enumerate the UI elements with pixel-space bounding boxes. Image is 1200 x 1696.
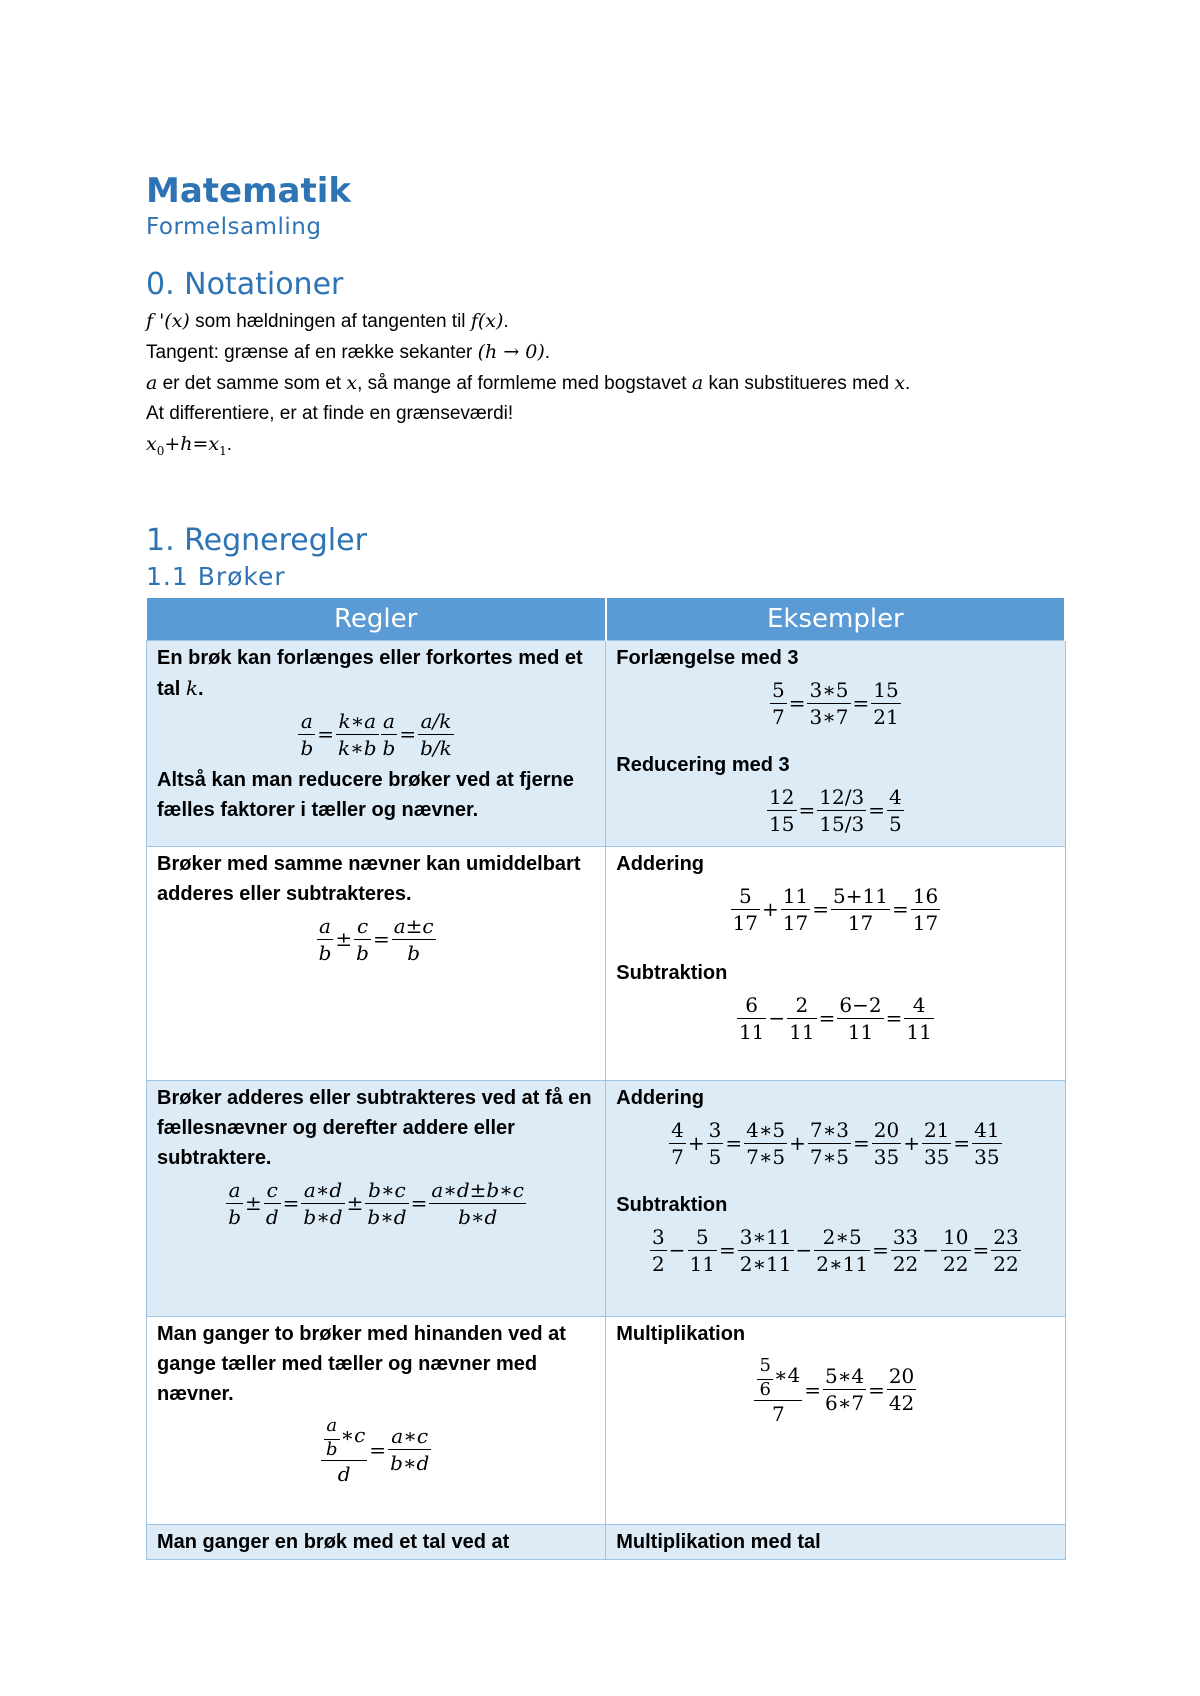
fraction: $\frac{20}{35}$ [873, 1117, 900, 1169]
fraction: $\frac{15}{21}$ [873, 677, 899, 729]
rule-cell [147, 846, 606, 1080]
fraction: $\frac{a/k}{b/k}$ [420, 708, 452, 760]
text: . [503, 311, 509, 332]
example-title: Addering [616, 1086, 705, 1109]
text: . [226, 434, 233, 455]
table-row [147, 846, 1066, 1080]
formula: $\frac{5}{7}$ = $\frac{3∗5}{3∗7}$ = $\frac{15}{21}$ [771, 677, 899, 729]
math: f(x) [470, 310, 504, 332]
example-title: Reducering med 3 [616, 753, 790, 776]
section-1-1-heading: 1.1 Brøker [146, 561, 286, 591]
fraction: $\frac{20}{42}$ [888, 1364, 915, 1416]
fraction: $\frac{3∗11}{2∗11}$ [739, 1224, 792, 1276]
section-0-heading: 0. Notationer [146, 267, 344, 302]
fraction: $\frac{21}{35}$ [923, 1117, 950, 1169]
table-row [147, 1524, 1066, 1559]
text: er det samme som et [157, 373, 347, 394]
rule-text: Brøker med samme nævner kan umiddelbart adderes eller subtrakteres. [157, 852, 581, 905]
example-cell [606, 1524, 1065, 1559]
rule-cell [147, 640, 606, 846]
formula: $\frac{5}{17}$ + $\frac{11}{17}$ = $\frac{5+11}{17}$ = $\frac{16}{17}$ [732, 883, 939, 935]
fraction: $\frac{2}{11}$ [789, 992, 815, 1044]
fraction: $\frac{5}{17}$ [732, 883, 759, 935]
text: . [198, 677, 204, 700]
example-cell [606, 1316, 1065, 1524]
fraction: $\frac{16}{17}$ [912, 883, 939, 935]
subscript: 0 [156, 443, 165, 458]
fraction: $\frac{a∗d}{b∗d}$ [303, 1177, 343, 1229]
fraction: $\frac{23}{22}$ [993, 1224, 1019, 1276]
table-header-row [147, 598, 1066, 641]
fraction: $\frac{41}{35}$ [974, 1117, 1000, 1169]
fraction: $\frac{12}{15}$ [769, 784, 795, 836]
example-title: Forlængelse med 3 [616, 646, 799, 669]
example-title: Multiplikation med tal [616, 1530, 821, 1553]
fraction: $\frac{a∗c}{b∗d}$ [390, 1424, 430, 1476]
example-title: Multiplikation [616, 1322, 746, 1345]
fraction: $\frac{k∗a}{k∗b}$ [338, 708, 377, 760]
rule-cell [147, 1316, 606, 1524]
table-row [147, 640, 1066, 846]
example-title: Subtraktion [616, 1193, 728, 1216]
text: Tangent: grænse af en række sekanter [146, 342, 478, 363]
fraction: $\frac{5∗4}{6∗7}$ [825, 1364, 865, 1416]
math: x [894, 372, 906, 394]
rule-text: Brøker adderes eller subtrakteres ved at få en fællesnævner og derefter addere eller subtraktere. [157, 1086, 592, 1169]
fraction: $\frac{3}{5}$ [708, 1117, 722, 1169]
math: a [691, 372, 704, 394]
example-cell [606, 846, 1065, 1080]
rule-cell [147, 1080, 606, 1316]
fraction: $\frac{11}{17}$ [782, 883, 809, 935]
fraction: $\frac{4}{7}$ [671, 1117, 684, 1169]
example-cell [606, 640, 1065, 846]
fraction: $\frac{c}{b}$ [356, 913, 369, 965]
example-title: Subtraktion [616, 961, 728, 984]
notation-line-2 [146, 337, 1066, 368]
formula: $\frac{4}{7}$ + $\frac{3}{5}$ = $\frac{4∗5}{7∗5}$ + $\frac{7∗3}{7∗5}$ = $\frac{20}{35}$ + $\frac{21}{35}$ = $\frac{41}{35}$ [671, 1117, 1000, 1169]
fraction: $\frac{3∗5}{3∗7}$ [809, 677, 849, 729]
rule-text: Man ganger en brøk med et tal ved at [157, 1530, 510, 1553]
rule-text [157, 643, 595, 704]
fraction: $\frac{3}{2}$ [652, 1224, 665, 1276]
math: f '(x) [146, 310, 190, 332]
document-page [146, 170, 1066, 1560]
fraction: $\frac{a}{b}$ [300, 708, 314, 760]
fraction: $\frac{a}{b}$ [228, 1177, 242, 1229]
fraction: $\frac{a}{b}$ [382, 708, 396, 760]
math: x [346, 372, 358, 394]
fraction: $\frac{a}{b}$ [318, 913, 332, 965]
fraction: $\frac{a∗d\pm b∗c}{b∗d}$ [431, 1177, 525, 1229]
formula: $\frac{6}{11}$ − $\frac{2}{11}$ = $\frac{6-2}{11}$ = $\frac{4}{11}$ [738, 992, 932, 1044]
text: . [905, 373, 911, 394]
fraction: $\frac{12/3}{15/3}$ [819, 784, 865, 836]
table-row [147, 1080, 1066, 1316]
rule-text: Altså kan man reducere brøker ved at fjerne fælles faktorer i tæller og nævner. [157, 768, 574, 821]
fraction: $\frac{5+11}{17}$ [833, 883, 888, 935]
fraction: $\frac{5}{11}$ [689, 1224, 715, 1276]
notation-line-1 [146, 306, 1066, 337]
math: k [185, 675, 199, 700]
rules-table [146, 598, 1066, 1560]
notation-line-5 [146, 429, 1066, 466]
fraction: $\frac{4}{11}$ [906, 992, 932, 1044]
text: En brøk kan forlænges eller forkortes med et tal [157, 646, 583, 700]
formula: $\frac{a}{b}$ ± $\frac{c}{b}$ = $\frac{a\pm c}{b}$ [318, 913, 434, 965]
fraction: $\frac{5}{7}$ [771, 677, 785, 729]
formula: $\frac{a}{b}$ ∗c d = $\frac{a∗c}{b∗d}$ [157, 1413, 595, 1487]
formula: $\frac{a}{b}$ = $\frac{k∗a}{k∗b}$ $\frac{a}{b}$ = $\frac{a/k}{b/k}$ [300, 708, 452, 760]
rule-cell [147, 1524, 606, 1559]
text: , så mange af formleme med bogstavet [357, 373, 692, 394]
formula: $\frac{12}{15}$ = $\frac{12/3}{15/3}$ = $\frac{4}{5}$ [769, 784, 902, 836]
text: kan substitueres med [703, 373, 895, 394]
fraction: $\frac{33}{22}$ [892, 1224, 919, 1276]
text: . [544, 342, 551, 363]
notation-line-3 [146, 368, 1066, 399]
fraction: $\frac{10}{22}$ [943, 1224, 969, 1276]
compound-fraction: $\frac{a}{b}$ ∗c d [321, 1413, 367, 1487]
fraction: $\frac{2∗5}{2∗11}$ [816, 1224, 869, 1276]
math: +h=x [164, 433, 220, 455]
math: (h → 0) [477, 341, 545, 363]
doc-title: Matematik [146, 171, 351, 211]
math: a [146, 372, 158, 394]
compound-fraction: $\frac{5}{6}$ ∗4 7 [754, 1353, 802, 1427]
doc-subtitle: Formelsamling [146, 214, 322, 240]
formula: $\frac{a}{b}$ ± $\frac{c}{d}$ = $\frac{a∗d}{b∗d}$ ± $\frac{b∗c}{b∗d}$ = $\frac{a∗d\pm b∗c}{b∗d}$ [228, 1177, 525, 1229]
text: som hældningen af tangenten til [189, 311, 471, 332]
section-1-heading: 1. Regneregler [146, 522, 367, 558]
notation-line-4: At differentiere, er at finde en grænseværdi! [146, 403, 514, 424]
table-row [147, 1316, 1066, 1524]
fraction: $\frac{4}{5}$ [888, 784, 902, 836]
formula: $\frac{3}{2}$ − $\frac{5}{11}$ = $\frac{3∗11}{2∗11}$ − $\frac{2∗5}{2∗11}$ = $\frac{33}{22}$ − $\frac{10}{22}$ = $\frac{23}{22}$ [652, 1224, 1019, 1276]
header-rules: Regler [147, 598, 606, 641]
subscript: 1 [219, 443, 227, 458]
fraction: $\frac{4∗5}{7∗5}$ [746, 1117, 786, 1169]
fraction: $\frac{7∗3}{7∗5}$ [809, 1117, 849, 1169]
header-examples: Eksempler [606, 598, 1065, 641]
fraction: $\frac{6}{11}$ [738, 992, 765, 1044]
fraction: $\frac{c}{d}$ [265, 1177, 279, 1229]
example-title: Addering [616, 852, 705, 875]
formula: $\frac{5}{6}$ ∗4 7 = $\frac{5∗4}{6∗7}$ = $\frac{20}{42}$ [616, 1353, 1054, 1427]
math: x [146, 433, 157, 455]
rule-text: Man ganger to brøker med hinanden ved at gange tæller med tæller og nævner med nævner. [157, 1322, 566, 1405]
fraction: $\frac{a\pm c}{b}$ [393, 913, 434, 965]
fraction: $\frac{b∗c}{b∗d}$ [367, 1177, 407, 1229]
example-cell [606, 1080, 1065, 1316]
fraction: $\frac{6-2}{11}$ [839, 992, 882, 1044]
